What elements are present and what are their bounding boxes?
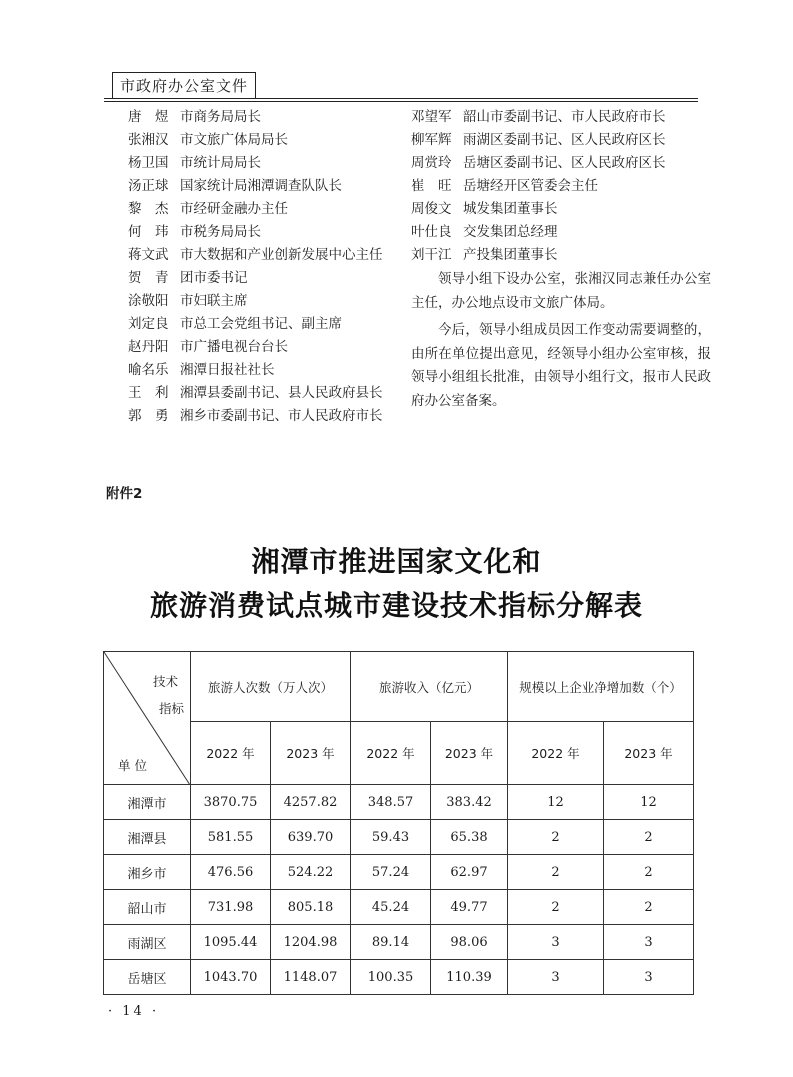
- member-role: 市税务局局长: [180, 224, 261, 240]
- value-cell: 3: [508, 960, 604, 995]
- member-name: 邓望军: [411, 109, 452, 125]
- value-cell: 3870.75: [191, 785, 271, 820]
- paragraph-office: 领导小组下设办公室，张湘汉同志兼任办公室主任，办公地点设市文旅广体局。: [411, 271, 711, 311]
- member-role: 国家统计局湘潭调查队队长: [180, 178, 342, 194]
- member-row: [128, 290, 383, 313]
- member-row: [128, 405, 383, 428]
- value-cell: 100.35: [351, 960, 431, 995]
- table-title-line-1: 湘潭市推进国家文化和: [251, 545, 542, 578]
- member-name: 周俊文: [411, 201, 452, 217]
- member-role: 岳塘区委副书记、区人民政府区长: [463, 155, 666, 171]
- member-role: 市妇联主席: [180, 293, 248, 309]
- member-name: 蒋文武: [128, 247, 169, 263]
- group-header-visitors: 旅游人次数（万人次）: [191, 652, 351, 722]
- table-row: [104, 890, 694, 925]
- paragraph-adjustment: 今后，领导小组成员因工作变动需要调整的，由所在单位提出意见，经领导小组办公室审核，报领导小组组长批准，由领导小组行文，报市人民政府办公室备案。: [411, 322, 711, 409]
- year-header: 2023 年: [604, 722, 694, 785]
- member-row: [128, 152, 383, 175]
- value-cell: 4257.82: [271, 785, 351, 820]
- member-row: [411, 244, 666, 267]
- member-role: 市文旅广体局局长: [180, 132, 288, 148]
- member-role: 城发集团董事长: [463, 201, 558, 217]
- member-name: 杨卫国: [128, 155, 169, 171]
- member-role: 市商务局局长: [180, 109, 261, 125]
- member-row: [128, 382, 383, 405]
- table-row: [104, 820, 694, 855]
- corner-label-indicator: 指标: [158, 701, 184, 716]
- value-cell: 2: [508, 820, 604, 855]
- value-cell: 805.18: [271, 890, 351, 925]
- member-role: 交发集团总经理: [463, 224, 558, 240]
- value-cell: 89.14: [351, 925, 431, 960]
- member-role: 韶山市委副书记、市人民政府市长: [463, 109, 666, 125]
- value-cell: 3: [508, 925, 604, 960]
- member-role: 湘乡市委副书记、市人民政府市长: [180, 408, 383, 424]
- value-cell: 2: [604, 855, 694, 890]
- value-cell: 12: [604, 785, 694, 820]
- value-cell: 1095.44: [191, 925, 271, 960]
- member-row: [411, 221, 666, 244]
- member-role: 湘潭县委副书记、县人民政府县长: [180, 385, 383, 401]
- value-cell: 524.22: [271, 855, 351, 890]
- year-header: 2023 年: [271, 722, 351, 785]
- value-cell: 639.70: [271, 820, 351, 855]
- value-cell: 1148.07: [271, 960, 351, 995]
- unit-cell: 湘潭市: [104, 785, 191, 820]
- member-role: 岳塘经开区管委会主任: [463, 178, 598, 194]
- value-cell: 65.38: [431, 820, 508, 855]
- value-cell: 57.24: [351, 855, 431, 890]
- member-name: 涂敬阳: [128, 293, 169, 309]
- group-header-enterprises: 规模以上企业净增加数（个）: [508, 652, 694, 722]
- member-role: 雨湖区委副书记、区人民政府区长: [463, 132, 666, 148]
- member-name: 汤正球: [128, 178, 169, 194]
- member-role: 市广播电视台台长: [180, 339, 288, 355]
- table-row: [104, 960, 694, 995]
- member-row: [128, 359, 383, 382]
- member-name: 叶仕良: [411, 224, 452, 240]
- indicator-table: [103, 651, 694, 995]
- value-cell: 1204.98: [271, 925, 351, 960]
- year-header: 2023 年: [431, 722, 508, 785]
- value-cell: 581.55: [191, 820, 271, 855]
- member-row: [411, 152, 666, 175]
- member-row: [411, 106, 666, 129]
- year-header: 2022 年: [351, 722, 431, 785]
- member-row: [128, 244, 383, 267]
- member-role: 市统计局局长: [180, 155, 261, 171]
- value-cell: 45.24: [351, 890, 431, 925]
- member-list-right: [411, 106, 666, 267]
- member-name: 黎 杰: [128, 201, 169, 217]
- unit-cell: 湘潭县: [104, 820, 191, 855]
- value-cell: 731.98: [191, 890, 271, 925]
- member-name: 柳军辉: [411, 132, 452, 148]
- value-cell: 2: [604, 820, 694, 855]
- member-name: 王 利: [128, 385, 169, 401]
- page-number: · 14 ·: [108, 1004, 160, 1019]
- year-header: 2022 年: [191, 722, 271, 785]
- member-name: 刘定良: [128, 316, 169, 332]
- value-cell: 476.56: [191, 855, 271, 890]
- member-name: 崔 旺: [411, 178, 452, 194]
- member-name: 喻名乐: [128, 362, 169, 378]
- document-header-label: 市政府办公室文件: [112, 72, 256, 99]
- corner-label-tech: 技术: [152, 674, 178, 689]
- table-corner-cell: [104, 652, 191, 785]
- member-row: [128, 267, 383, 290]
- member-name: 贺 青: [128, 270, 169, 286]
- member-row: [128, 198, 383, 221]
- value-cell: 12: [508, 785, 604, 820]
- year-header: 2022 年: [508, 722, 604, 785]
- member-name: 唐 煜: [128, 109, 169, 125]
- attachment-label: 附件2: [106, 486, 143, 502]
- table-row: [104, 855, 694, 890]
- value-cell: 98.06: [431, 925, 508, 960]
- office-paragraphs: [411, 268, 711, 413]
- unit-cell: 湘乡市: [104, 855, 191, 890]
- member-role: 湘潭日报社社长: [180, 362, 275, 378]
- member-name: 周赏玲: [411, 155, 452, 171]
- member-row: [411, 198, 666, 221]
- header-rule-thin: [104, 101, 698, 102]
- member-row: [128, 129, 383, 152]
- table-title-line-2: 旅游消费试点城市建设技术指标分解表: [149, 589, 643, 622]
- group-header-revenue: 旅游收入（亿元）: [351, 652, 508, 722]
- unit-cell: 雨湖区: [104, 925, 191, 960]
- member-name: 郭 勇: [128, 408, 169, 424]
- value-cell: 49.77: [431, 890, 508, 925]
- value-cell: 383.42: [431, 785, 508, 820]
- member-row: [411, 175, 666, 198]
- member-name: 张湘汉: [128, 132, 169, 148]
- value-cell: 2: [604, 890, 694, 925]
- value-cell: 59.43: [351, 820, 431, 855]
- member-role: 团市委书记: [180, 270, 248, 286]
- value-cell: 1043.70: [191, 960, 271, 995]
- member-row: [128, 106, 383, 129]
- table-row: [104, 925, 694, 960]
- member-name: 何 玮: [128, 224, 169, 240]
- unit-cell: 岳塘区: [104, 960, 191, 995]
- corner-label-unit: 单 位: [118, 758, 147, 773]
- member-row: [128, 175, 383, 198]
- header-rule: [104, 98, 698, 99]
- value-cell: 3: [604, 925, 694, 960]
- unit-cell: 韶山市: [104, 890, 191, 925]
- member-name: 赵丹阳: [128, 339, 169, 355]
- value-cell: 62.97: [431, 855, 508, 890]
- member-role: 产投集团董事长: [463, 247, 558, 263]
- member-row: [411, 129, 666, 152]
- value-cell: 2: [508, 890, 604, 925]
- value-cell: 110.39: [431, 960, 508, 995]
- member-role: 市大数据和产业创新发展中心主任: [180, 247, 383, 263]
- member-row: [128, 221, 383, 244]
- member-role: 市经研金融办主任: [180, 201, 288, 217]
- value-cell: 3: [604, 960, 694, 995]
- member-list-left: [128, 106, 383, 428]
- member-row: [128, 336, 383, 359]
- table-row: [104, 785, 694, 820]
- member-role: 市总工会党组书记、副主席: [180, 316, 342, 332]
- member-row: [128, 313, 383, 336]
- member-name: 刘干江: [411, 247, 452, 263]
- value-cell: 2: [508, 855, 604, 890]
- value-cell: 348.57: [351, 785, 431, 820]
